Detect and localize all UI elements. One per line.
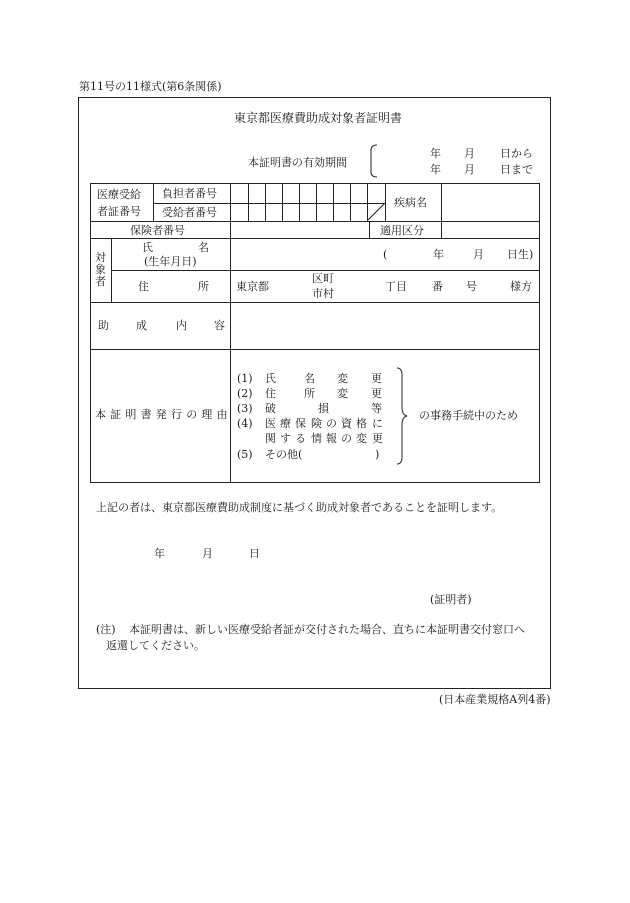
name-label-2: 名 [198,241,209,254]
reason-1-char: 変 [337,372,348,385]
reason-label: 本証明書発行の理由 [95,408,232,421]
validity-to-year: 年 [430,163,441,176]
birth-year: 年 [433,248,444,261]
birth-month: 月 [473,248,484,261]
recipient-cert-label-1: 医療受給 [97,188,141,201]
subsidy-char-2: 成 [136,319,147,332]
reason-3-char: 等 [371,402,382,415]
birth-label: (生年月日) [144,255,197,268]
reason-4-char: 険 [311,417,322,430]
reason-4-char: に [372,417,383,430]
reason-1-char: 名 [304,372,315,385]
disease-name-label: 疾病名 [394,196,427,209]
reason-2-char: 更 [371,387,382,400]
subsidy-char-1: 助 [98,319,109,332]
address-ward: 区町 [312,272,334,285]
reason-5-char: ) [375,448,380,461]
document-title: 東京都医療費助成対象者証明書 [234,111,403,125]
footer-paper-size: (日本産業規格A列4番) [439,693,551,706]
certifier-label: (証明者) [430,593,472,606]
validity-to-day: 日まで [500,163,533,176]
reason-4-char: の [326,417,337,430]
birth-paren: ( [383,248,388,261]
reason-2-char: 変 [337,387,348,400]
address-city: 市村 [312,287,334,300]
address-sama: 様方 [510,280,532,293]
recipient-no-label: 受給者番号 [162,206,217,219]
reason-4-char: 格 [356,417,367,430]
subject-char-1: 対 [95,251,106,264]
reason-1-char: 更 [371,372,382,385]
table-diagonal [367,203,386,222]
address-ban: 番 [432,280,443,293]
reason-2-char: 住 [265,387,276,400]
reason-4b-char: 情 [311,432,322,445]
reason-4-char: 医 [265,417,276,430]
subsidy-char-3: 内 [176,319,187,332]
reason-4-num: (4) [237,417,253,430]
insurer-no-label: 保険者番号 [130,224,185,237]
reason-3-num: (3) [237,402,253,415]
reason-1-char: 氏 [265,372,276,385]
reason-4b-char: 関 [265,432,276,445]
applicable-category-label: 適用区分 [380,224,424,237]
reason-4b-char: る [295,432,306,445]
reason-3-char: 破 [265,402,276,415]
reason-4b-char: 報 [326,432,337,445]
note-label: (注) [96,623,116,636]
reason-2-num: (2) [237,387,253,400]
date-day: 日 [249,547,260,560]
address-chome: 丁目 [385,280,407,293]
validity-bracket [368,144,378,178]
subject-char-3: 者 [95,275,106,288]
recipient-cert-label-2: 者証番号 [97,205,141,218]
address-go: 号 [466,280,477,293]
validity-to-month: 月 [464,163,475,176]
reason-4b-char: す [280,432,291,445]
address-tokyo: 東京都 [236,280,269,293]
validity-from-month: 月 [464,147,475,160]
note-line-1: 本証明書は、新しい医療受給者証が交付された場合、直ちに本証明書交付窓口へ [129,623,525,636]
form-number: 第11号の11様式(第6条関係) [79,80,222,93]
reason-4b-char: 変 [356,432,367,445]
statement: 上記の者は、東京都医療費助成制度に基づく助成対象者であることを証明します。 [96,501,503,514]
reason-1-num: (1) [237,372,253,385]
validity-from-year: 年 [430,147,441,160]
reason-4b-char: 更 [372,432,383,445]
reason-3-char: 損 [318,402,329,415]
date-year: 年 [154,547,165,560]
reason-4b-char: の [341,432,352,445]
reason-4-char: 保 [295,417,306,430]
burden-no-label: 負担者番号 [162,187,217,200]
note-line-2: 返還してください。 [106,639,205,652]
address-label-2: 所 [198,280,209,293]
date-month: 月 [202,547,213,560]
birth-day: 日生) [507,248,534,261]
address-label-1: 住 [138,280,149,293]
reason-4-char: 療 [280,417,291,430]
reason-5-char: その他( [265,448,303,461]
subject-char-2: 象 [95,263,106,276]
name-label-1: 氏 [142,241,153,254]
validity-label: 本証明書の有効期間 [248,156,347,169]
reason-suffix: の事務手続中のため [419,409,518,422]
reason-4-char: 資 [341,417,352,430]
subsidy-char-4: 容 [214,319,225,332]
reason-brace [395,367,409,465]
reason-5-num: (5) [237,448,253,461]
validity-from-day: 日から [500,147,533,160]
reason-2-char: 所 [304,387,315,400]
